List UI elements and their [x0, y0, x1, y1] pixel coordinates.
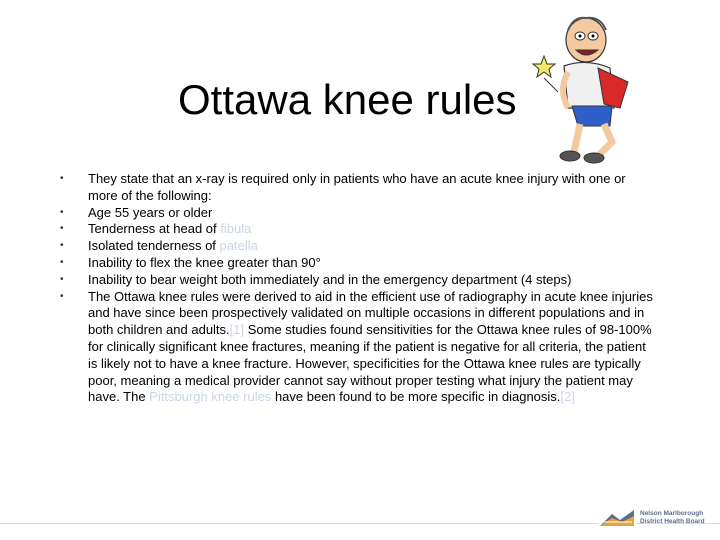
- bullet-text: Isolated tenderness of: [88, 238, 220, 254]
- health-board-logo-text: [640, 510, 718, 525]
- bullet-text: Tenderness at head of: [88, 221, 221, 237]
- bullet-text: The Ottawa knee rules were derived to aid in the efficient use of radiography in acute knee injuries and have since been prospectively validated on multiple occasions in different populations and in both children and adults.: [88, 288, 653, 338]
- bullet-text: Age 55 years or older: [88, 204, 213, 220]
- list-item: [60, 255, 656, 272]
- list-item: [60, 238, 656, 255]
- list-item: [60, 171, 656, 205]
- bullet-marker: •: [60, 290, 64, 302]
- bullet-marker: •: [60, 240, 64, 252]
- list-item: [60, 272, 656, 289]
- bullet-text: Inability to bear weight both immediately and in the emergency department (4 steps): [88, 271, 572, 287]
- bullet-text: have been found to be more specific in diagnosis.: [271, 389, 561, 405]
- list-item: [60, 221, 656, 238]
- fibula-link[interactable]: fibula: [220, 221, 252, 237]
- criteria-list: [60, 171, 656, 406]
- bullet-marker: •: [60, 256, 64, 268]
- bullet-marker: •: [60, 173, 64, 184]
- hurt-knee-cartoon: [528, 12, 648, 164]
- logo-line: Nelson Marlborough: [640, 510, 704, 517]
- bullet-marker: •: [60, 223, 64, 235]
- logo-line: District Health Board: [640, 517, 705, 525]
- reference-link[interactable]: [1]: [229, 322, 245, 338]
- patella-link[interactable]: patella: [219, 238, 258, 254]
- list-item: [60, 205, 656, 222]
- bullet-marker: •: [60, 206, 64, 218]
- bullet-marker: •: [60, 273, 64, 285]
- list-item: [60, 289, 656, 407]
- pain-star-icon: [533, 56, 555, 77]
- bullet-text: They state that an x-ray is required only in patients who have an acute knee injury with one or more of the following:: [88, 171, 626, 203]
- bullet-text: Inability to flex the knee greater than 90°: [88, 254, 321, 270]
- slide-title: Ottawa knee rules: [178, 76, 517, 123]
- reference-link[interactable]: [2]: [560, 389, 575, 405]
- pittsburgh-knee-rules-link[interactable]: Pittsburgh knee rules: [149, 389, 272, 405]
- bullet-text: Some studies found sensitivities for the Ottawa knee rules of 98-100% for clinically significant knee fractures, meaning if the patient is negative for all criteria, the patient is likely not to have a knee fracture. However, specificities for the Ottawa knee rules are typically poor, meaning a medical provider cannot say without proper testing what injury the patient may have. The: [88, 322, 652, 405]
